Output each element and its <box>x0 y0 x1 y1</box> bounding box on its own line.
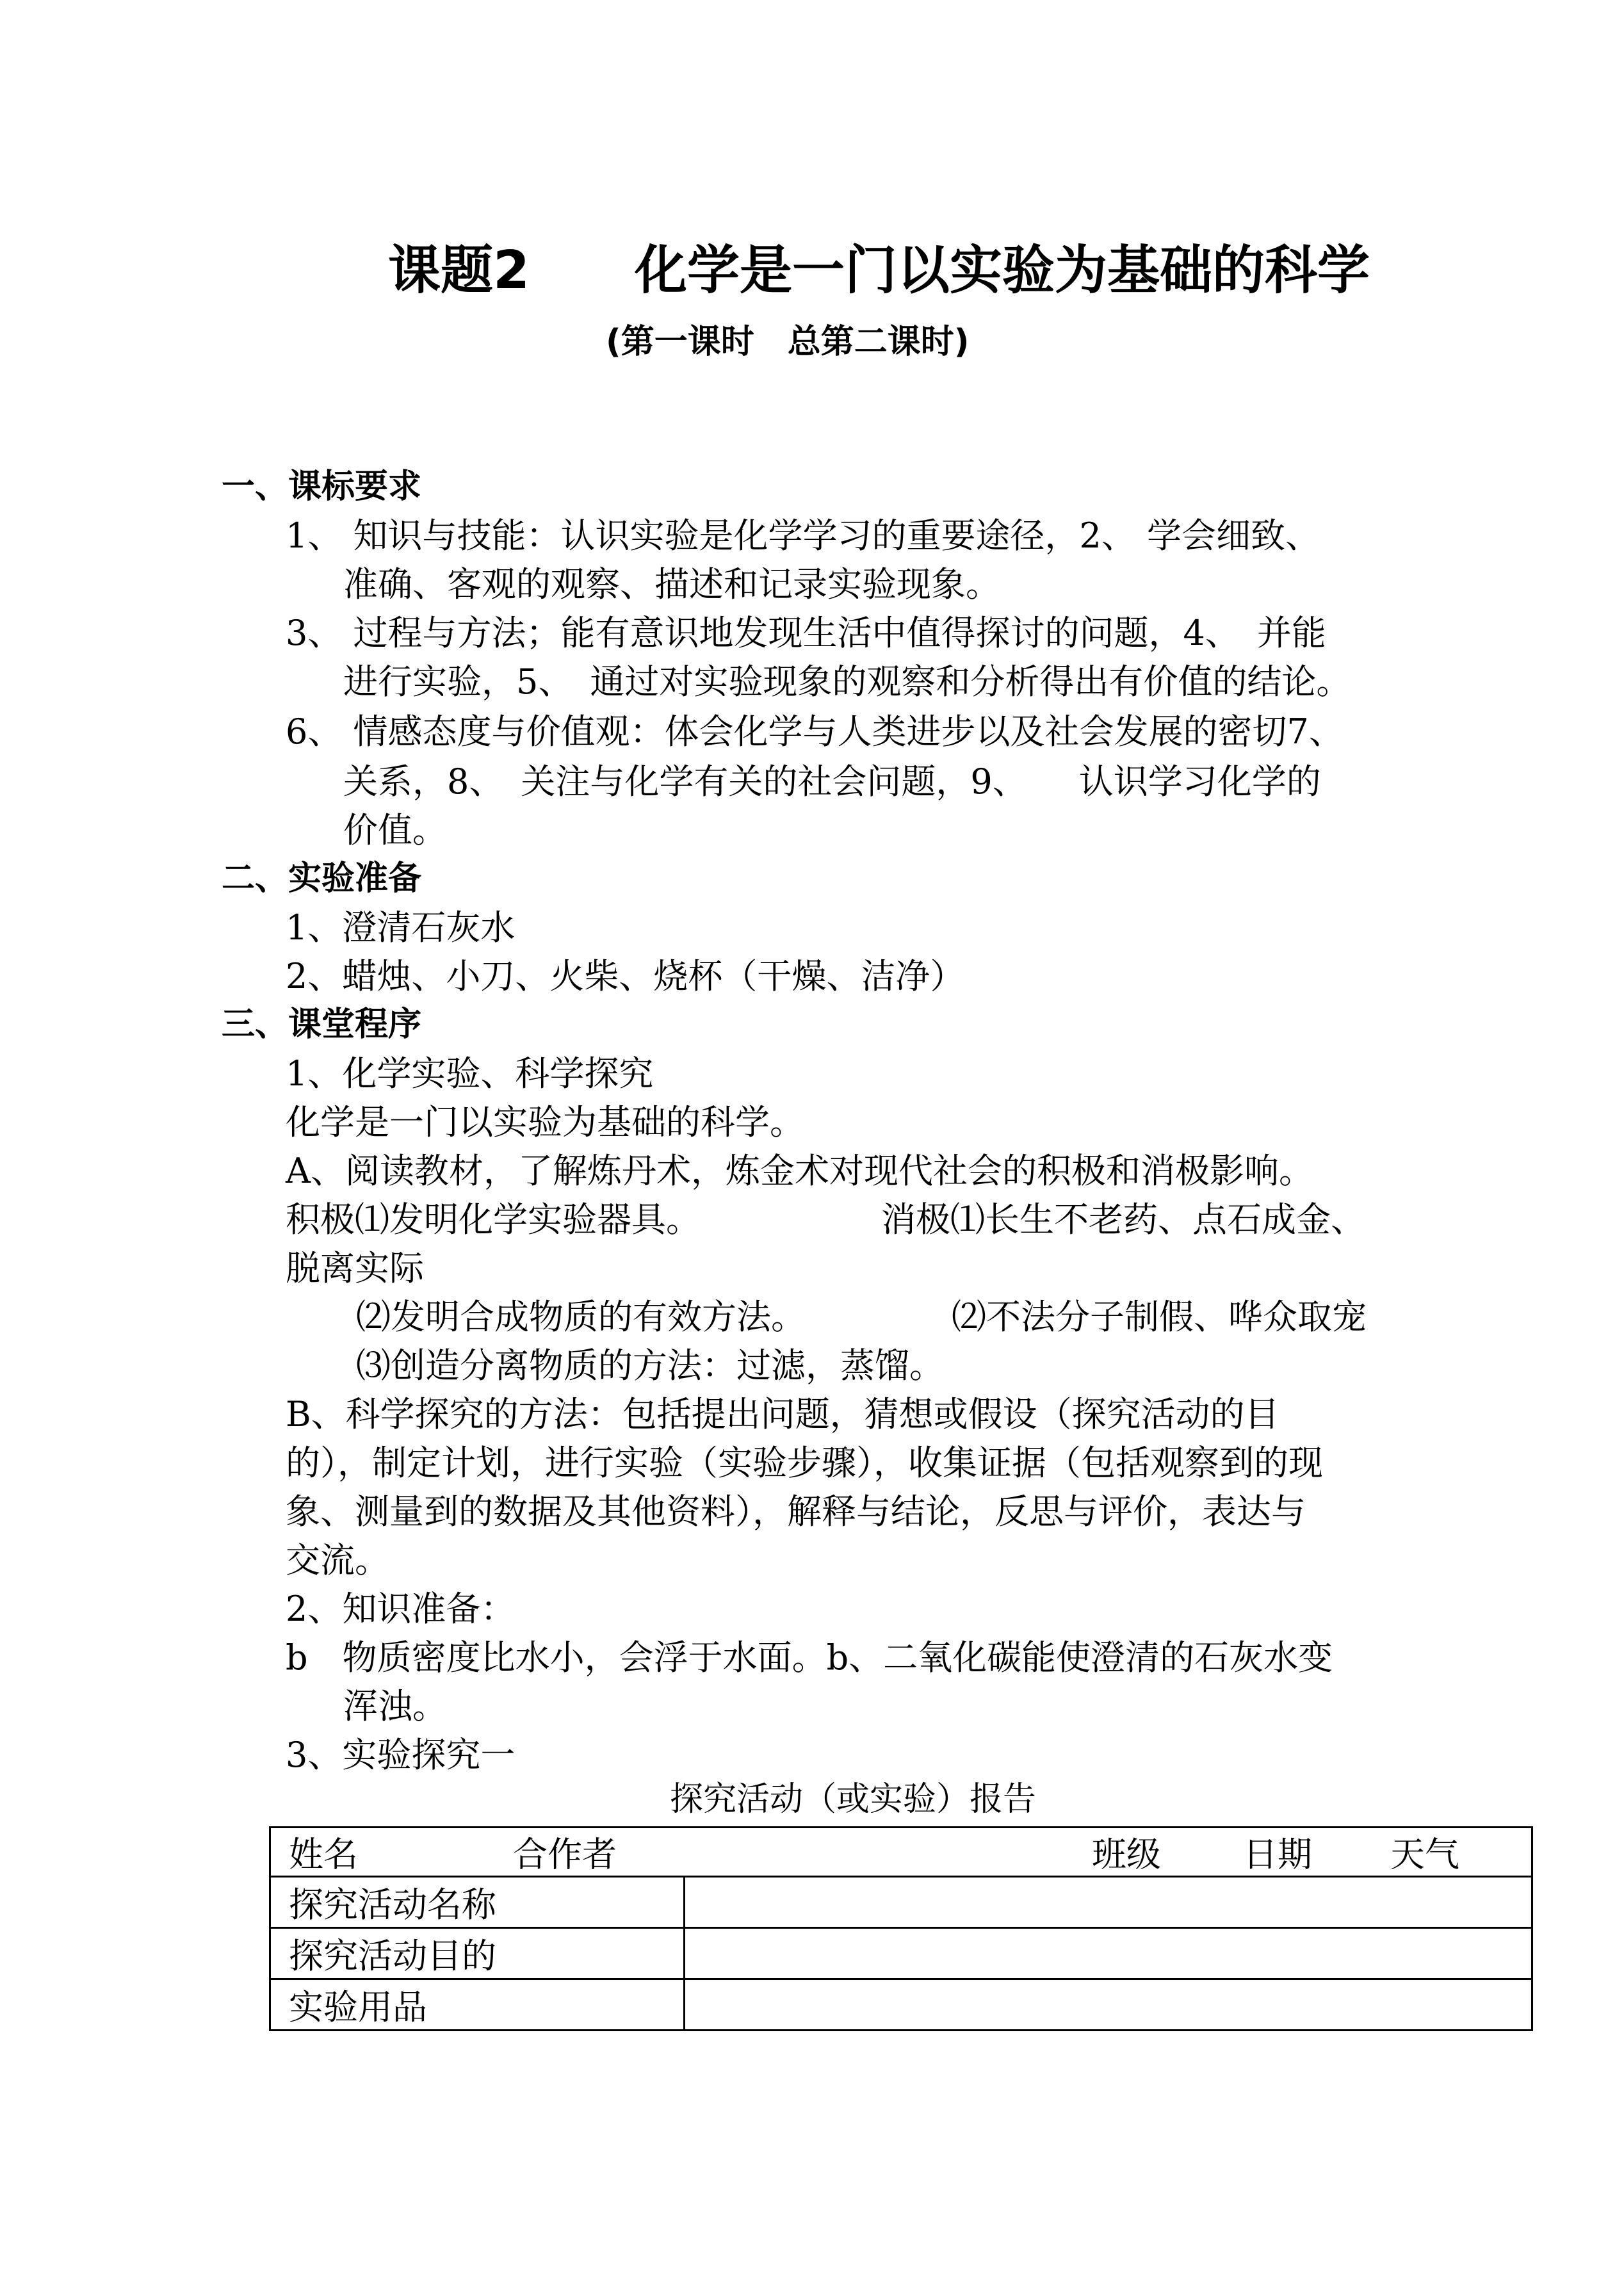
text-line: 进行实验，5、 通过对实验现象的观察和分析得出有价值的结论。 <box>343 661 1351 702</box>
row-label: 探究活动目的 <box>270 1928 685 1979</box>
text-line: 浑浊。 <box>343 1686 447 1726</box>
text-line: 1、澄清石灰水 <box>286 907 516 948</box>
text-line: 2、蜡烛、小刀、火柴、烧杯（干燥、洁净） <box>286 956 965 996</box>
text-line: 6、 情感态度与价值观：体会化学与人类进步以及社会发展的密切7、 <box>286 711 1344 752</box>
text-line: ⑵发明合成物质的有效方法。 <box>356 1297 806 1337</box>
section-heading-preparation: 二、实验准备 <box>222 859 422 898</box>
text-line: 交流。 <box>286 1540 389 1580</box>
text-line: ⑵不法分子制假、哗众取宠 <box>952 1297 1367 1337</box>
text-line: 1、化学实验、科学探究 <box>286 1053 654 1094</box>
page-title: 课题2 化学是一门以实验为基础的科学 <box>388 240 1370 301</box>
report-header-cell <box>270 1828 1532 1877</box>
text-line: 3、实验探究一 <box>286 1735 516 1775</box>
text-line: 消极⑴长生不老药、点石成金、 <box>881 1199 1365 1240</box>
name-label: 姓名 <box>289 1834 358 1875</box>
text-line: 1、 知识与技能：认识实验是化学学习的重要途径，2、 学会细致、 <box>286 515 1320 556</box>
weather-label: 天气 <box>1390 1834 1459 1875</box>
text-line: 积极⑴发明化学实验器具。 <box>286 1199 701 1240</box>
page-subtitle: (第一课时 总第二课时) <box>606 323 970 361</box>
section-heading-requirements: 一、课标要求 <box>222 467 422 506</box>
partner-label: 合作者 <box>513 1834 617 1875</box>
row-value-cell[interactable] <box>685 1877 1532 1928</box>
text-line: ⑶创造分离物质的方法：过滤，蒸馏。 <box>356 1345 944 1386</box>
date-label: 日期 <box>1243 1834 1312 1875</box>
table-row <box>270 1877 1532 1928</box>
text-line: A、阅读教材，了解炼丹术，炼金术对现代社会的积极和消极影响。 <box>286 1151 1313 1191</box>
class-label: 班级 <box>1092 1834 1161 1875</box>
text-line: B、科学探究的方法：包括提出问题，猜想或假设（探究活动的目 <box>286 1394 1279 1434</box>
row-label: 探究活动名称 <box>270 1877 685 1928</box>
text-line: 关系，8、 关注与化学有关的社会问题，9、 认识学习化学的 <box>343 761 1321 802</box>
text-line: 化学是一门以实验为基础的科学。 <box>286 1102 804 1142</box>
text-line: 价值。 <box>343 810 447 850</box>
table-row <box>270 1928 1532 1979</box>
text-line: 的），制定计划，进行实验（实验步骤），收集证据（包括观察到的现 <box>286 1443 1323 1483</box>
report-title: 探究活动（或实验）报告 <box>670 1780 1037 1819</box>
table-row <box>270 1828 1532 1877</box>
section-heading-procedure: 三、课堂程序 <box>222 1005 422 1044</box>
text-line: b 物质密度比水小，会浮于水面。b、二氧化碳能使澄清的石灰水变 <box>286 1637 1333 1678</box>
text-line: 2、知识准备： <box>286 1589 516 1629</box>
row-value-cell[interactable] <box>685 1928 1532 1979</box>
row-value-cell[interactable] <box>685 1979 1532 2031</box>
text-line: 3、 过程与方法；能有意识地发现生活中值得探讨的问题，4、 并能 <box>286 613 1326 653</box>
text-line: 脱离实际 <box>286 1248 424 1288</box>
row-label: 实验用品 <box>270 1979 685 2031</box>
text-line: 准确、客观的观察、描述和记录实验现象。 <box>343 564 1000 604</box>
text-line: 象、测量到的数据及其他资料），解释与结论，反思与评价，表达与 <box>286 1491 1306 1532</box>
table-row <box>270 1979 1532 2031</box>
report-table <box>269 1826 1533 2031</box>
